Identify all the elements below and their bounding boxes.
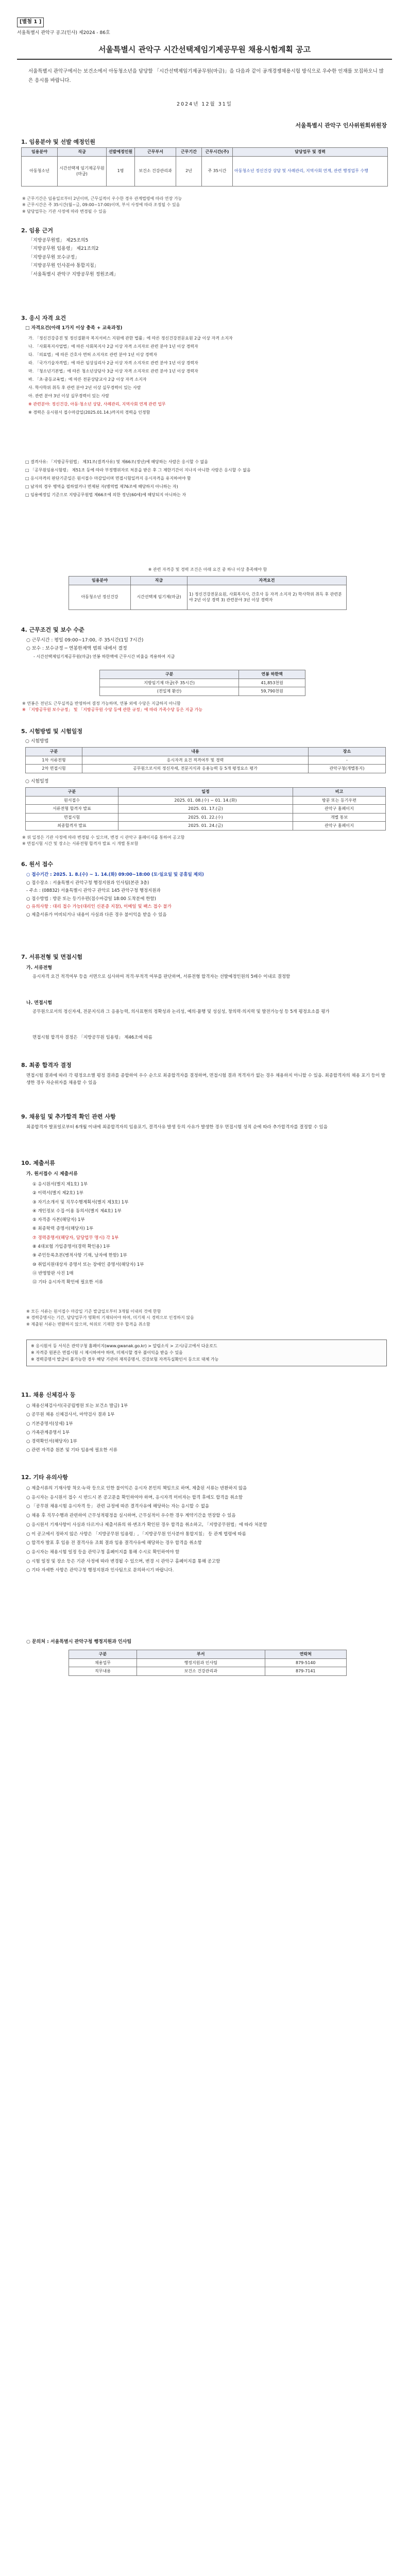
table-row (26, 756, 386, 765)
schedule-cell: 서류전형 합격자 발표 (26, 805, 118, 814)
list-item: ○ 「공무원 채용시험 응시자격 등」 관련 규정에 따른 결격사유에 해당하는 자는 응시할 수 없음 (26, 1504, 210, 1510)
section-4-title: 4. 근무조건 및 보수 수준 (21, 626, 84, 633)
qualification-table (69, 576, 347, 610)
section-7-title: 7. 서류전형 및 면접시험 (21, 954, 82, 960)
schedule-cell: 2025. 01. 08.(수) ~ 01. 14.(화) (118, 796, 293, 805)
section-1-notes (22, 196, 388, 215)
list-item: ○ 합격자 발표 후 임용 전 결격사유 조회 결과 임용 결격사유에 해당하는 경우 합격을 취소함 (26, 1540, 202, 1546)
recruit-table (21, 147, 388, 187)
list-item: ○ 가족관계증명서 1부 (26, 1430, 70, 1435)
list-item: ④ 개인정보 수집·이용 동의서(별지 제4호) 1부 (32, 1208, 122, 1214)
submit-docs-box (26, 1340, 387, 1366)
notice-title: 서울특별시 관악구 시간선택제임기제공무원 채용시험계획 공고 (17, 44, 392, 60)
method-col: 구분 (26, 748, 82, 756)
qualification-lead: □ 자격요건(아래 1가지 이상 충족 + 교육과정) (25, 326, 123, 331)
list-item: ○ 보수 : 보수규정 ─ 연봉한계액 범위 내에서 결정 (26, 646, 127, 652)
health-check-list (26, 1402, 387, 1456)
qual-table-caption: ※ 관련 자격증 및 경력 조건은 아래 요건 중 하나 이상 충족해야 함 (148, 567, 267, 572)
section-12-title: 12. 기타 유의사항 (21, 1474, 68, 1481)
recruit-cell-grade: 시간선택제 임기제공무원(마급) (58, 156, 107, 186)
attachment-tag: [별첨 1 ] (17, 18, 44, 27)
qual-col-req: 자격요건 (188, 577, 347, 585)
salary-cell: 41,853천원 (239, 679, 305, 687)
salary-notes (22, 701, 388, 714)
list-item: ○ 접수기간 : 2025. 1. 8.(수) ~ 1. 14.(화) 09:00~18:00 (토·일요일 및 공휴일 제외) (26, 872, 204, 877)
list-item: ※ 관련분야: 정신건강, 아동·청소년 상담, 사례관리, 지역사회 연계 관련 업무 (28, 402, 166, 406)
recruit-col-field: 임용분야 (22, 148, 58, 157)
salary-cell: (전일제 환산) (100, 687, 239, 696)
schedule-col: 구분 (26, 788, 118, 796)
box-line: ※ 자격증 원본은 면접시험 시 제시하여야 하며, 미제시할 경우 불이익을 받을 수 있음 (31, 1350, 183, 1355)
submit-docs-label: 가. 원서접수 시 제출서류 (26, 1172, 78, 1177)
section-2-title: 2. 임용 근거 (21, 227, 53, 234)
intro-paragraph: 서울특별시 관악구에서는 보건소에서 아동청소년을 담당할 「시간선택제임기제공무원(마급)」을 다음과 같이 공개경쟁채용시험 방식으로 우수한 인재를 모집하오니 많은 응시를 바랍니다. (28, 69, 384, 84)
submit-docs-list (32, 1181, 388, 1288)
application-info (26, 872, 387, 920)
salary-col-amount: 연봉 하한액 (239, 670, 305, 679)
salary-col-type: 구분 (100, 670, 239, 679)
method-cell: 관악구청(개별통지) (309, 765, 386, 773)
final-decision-text: 면접시험 결과에 따라 각 평정요소별 평정 결과를 종합하여 우수 순으로 최종합격자를 결정하며, 면접시험 결과 적격자가 없는 경우 채용하지 아니할 수 있음. 최종합격자의 채용 포기 등이 발생한 경우 차순위자를 채용할 수 있음 (26, 1073, 385, 1086)
list-item: ○ 근무시간 : 평일 09:00~17:00, 주 35시간(1일 7시간) (26, 638, 144, 643)
schedule-cell: 2025. 01. 17.(금) (118, 805, 293, 814)
list-item: 라. 「국가기술자격법」에 따른 임상심리사 2급 이상 자격 소지자로 관련 분야 1년 이상 경력자 (28, 361, 198, 365)
schedule-cell: 면접시험 (26, 813, 118, 822)
list-item: 아. 관련 분야 3년 이상 실무경력이 있는 사람 (28, 394, 109, 398)
contact-col: 부서 (137, 1650, 265, 1659)
list-item: □ 「공무원임용시험령」 제51조 등에 따라 부정행위자로 처분을 받은 후 그 제한기간이 지나지 아니한 사람은 응시할 수 없음 (25, 468, 251, 472)
contact-cell: 행정지원과 인사팀 (137, 1658, 265, 1667)
section-1-title: 1. 임용분야 및 선발 예정인원 (21, 139, 96, 145)
list-item: ○ 관련 자격증 원본 및 기타 임용에 필요한 서류 (26, 1448, 117, 1453)
recruit-col-grade: 직급 (58, 148, 107, 157)
exam-method-table (25, 747, 386, 773)
s10-note: ※ 제출된 서류는 반환하지 않으며, 허위로 기재한 경우 합격을 취소함 (26, 1321, 150, 1327)
list-item: □ 임용예정일 기준으로 지방공무원법 제66조에 의한 정년(60세)에 해당되지 아니하는 자 (25, 493, 186, 497)
schedule-col: 일정 (118, 788, 293, 796)
contact-col: 연락처 (265, 1650, 346, 1659)
section-8-title: 8. 최종 합격자 결정 (21, 1062, 72, 1069)
recruit-col-duty: 담당업무 및 경력 (233, 148, 388, 157)
recruit-cell-field: 아동청소년 (22, 156, 58, 186)
schedule-cell: 2025. 01. 24.(금) (118, 822, 293, 831)
list-item: ⑩ 취업지원대상자 증명서 또는 장애인 증명서(해당자) 1부 (32, 1262, 144, 1267)
list-item: ① 응시원서(별지 제1호) 1부 (32, 1182, 88, 1187)
list-item: 나. 「사회복지사업법」에 따른 사회복지사 2급 이상 자격 소지자로 관련 분야 1년 이상 경력자 (28, 344, 198, 349)
disqualification-list (25, 459, 386, 500)
page-1 (17, 0, 392, 2576)
section-10-title: 10. 제출서류 (21, 1160, 55, 1166)
qual-col-grade: 직급 (131, 577, 188, 585)
recruit-cell-period: 2년 (176, 156, 202, 186)
contact-cell: 보건소 건강관리과 (137, 1667, 265, 1676)
legal-basis-list (28, 237, 384, 279)
list-item: ※ 경력은 응시원서 접수마감일(2025.01.14.)까지의 경력을 인정함 (28, 410, 150, 415)
section-11-title: 11. 채용 신체검사 등 (21, 1392, 76, 1398)
section-3-title: 3. 응시 자격 요건 (21, 315, 66, 321)
method-cell: 2차 면접시험 (26, 765, 82, 773)
table-row (26, 822, 386, 831)
contact-cell: 채용업무 (69, 1658, 137, 1667)
list-item: 「지방공무원 보수규정」 (28, 255, 80, 260)
list-item: - 주소 : (08832) 서울특별시 관악구 관악로 145 관악구청 행정지원과 (26, 888, 161, 894)
list-item: ○ 기타 자세한 사항은 관악구청 행정지원과 인사팀으로 문의하시기 바랍니다. (26, 1568, 174, 1573)
contact-cell: 직무내용 (69, 1667, 137, 1676)
method-col: 장소 (309, 748, 386, 756)
qual-cell-req: 1) 정신건강전문요원, 사회복지사, 간호사 등 자격 소지자 2) 학사학위 취득 후 관련분야 2년 이상 경력 3) 관련분야 3년 이상 경력자 (188, 585, 347, 609)
list-item: ○ 공무원 채용 신체검사서, 마약검사 결과 1부 (26, 1412, 115, 1418)
list-item: 「지방공무원 임용령」 제21조의2 (28, 246, 99, 252)
salary-cell: 지방임기제 마급(주 35시간) (100, 679, 239, 687)
list-item: ○ 제출서류가 미비되거나 내용이 사실과 다른 경우 불이익을 받을 수 있음 (26, 912, 167, 918)
list-item: ⑦ 경력증명서(해당자, 담당업무 명시) 각 1부 (32, 1235, 119, 1241)
recruit-col-hours: 근무시간(주) (202, 148, 233, 157)
table-row (69, 1667, 347, 1676)
list-item: ⑧ 4대보험 가입증명서(경력 확인용) 1부 (32, 1244, 110, 1250)
recruit-col-count: 선발예정인원 (107, 148, 135, 157)
table-row (69, 585, 347, 609)
s1-note: ※ 근무기간은 임용일로부터 2년이며, 근무실적이 우수한 경우 관계법령에 따라 연장 가능 (22, 196, 182, 201)
table-row (22, 156, 388, 186)
list-item: ○ 경력확인서(해당자) 1부 (26, 1439, 77, 1445)
list-item: 「지방공무원 인사분야 통합지침」 (28, 263, 99, 269)
list-item: ○ 접수장소 : 서울특별시 관악구청 행정지원과 인사팀(본관 3층) (26, 880, 149, 886)
interview-text: 공무원으로서의 정신자세, 전문지식과 그 응용능력, 의사표현의 정확성과 논리성, 예의·품행 및 성실성, 창의력·의지력 및 발전가능성 등 5개 평정요소를 평가 (32, 1009, 330, 1014)
section-6-title: 6. 원서 접수 (21, 861, 53, 868)
list-item: ○ 이 공고에서 정하지 않은 사항은 「지방공무원 임용령」, 「지방공무원 인사분야 통합지침」 등 관계 법령에 따름 (26, 1531, 246, 1537)
list-item: ○ 응시자는 응시원서 접수 시 반드시 본 공고문을 확인하여야 하며, 응시자격 미비자는 합격 후에도 합격을 취소함 (26, 1495, 243, 1500)
list-item: □ 응시자격의 판단기준일은 원서접수 마감일이며 면접시험일까지 응시자격을 유지하여야 함 (25, 476, 191, 481)
exam-schedule-table (25, 787, 386, 831)
list-item: ② 이력서(별지 제2호) 1부 (32, 1191, 83, 1196)
s1-note: ※ 담당업무는 기관 사정에 따라 변경될 수 있음 (22, 209, 107, 214)
qualification-list (28, 335, 384, 417)
box-line: ※ 경력증명서 발급이 불가능한 경우 해당 기관의 재직증명서, 건강보험 자격득실확인서 등으로 대체 가능 (31, 1357, 219, 1362)
recruit-cell-dept: 보건소 건강관리과 (135, 156, 176, 186)
list-item: 바. 「초·중등교육법」에 따른 전문상담교사 2급 이상 자격 소지자 (28, 377, 147, 382)
recruit-cell-count: 1명 (107, 156, 135, 186)
table-row (26, 765, 386, 773)
list-item: ③ 자기소개서 및 직무수행계획서(별지 제3호) 1부 (32, 1199, 129, 1205)
notice-date: 2024년 12월 31일 (177, 101, 232, 107)
salary-cell: 59,790천원 (239, 687, 305, 696)
table-row (26, 805, 386, 814)
method-col: 내용 (82, 748, 309, 756)
contact-cell: 879-5140 (265, 1658, 346, 1667)
exam-method-label: ○ 시험방법 (25, 739, 49, 744)
s5-note: ※ 위 일정은 기관 사정에 따라 변경될 수 있으며, 변경 시 관악구 홈페이지를 통하여 공고함 (22, 835, 185, 840)
section-9-title: 9. 채용일 및 추가합격 확인 관련 사항 (21, 1113, 116, 1120)
list-item: □ 남자의 경우 병역을 필하였거나 면제된 자(병역법 제76조에 해당하지 아니하는 자) (25, 484, 178, 489)
section-5-title: 5. 시험방법 및 시험일정 (21, 728, 82, 735)
table-row (26, 796, 386, 805)
list-item: ⑪ 반명함판 사진 1매 (32, 1270, 74, 1276)
list-item: ⑫ 기타 응시자격 확인에 필요한 서류 (32, 1280, 103, 1285)
method-cell: 응시자격 요건 적격여부 및 경력 (82, 756, 309, 765)
recruit-cell-duty: 아동청소년 정신건강 상담 및 사례관리, 지역사회 연계, 관련 행정업무 수행 (233, 156, 388, 186)
qual-cell-field: 아동청소년 정신건강 (69, 585, 131, 609)
method-cell: 공무원으로서의 정신자세, 전문지식과 응용능력 등 5개 평정요소 평가 (82, 765, 309, 773)
additional-pass-text: 최종합격자 발표일로부터 6개월 이내에 최종합격자의 임용포기, 결격사유 발생 등의 사유가 발생한 경우 면접시험 성적 순에 따라 추가합격자를 결정할 수 있음 (26, 1125, 328, 1130)
schedule-col: 비고 (293, 788, 386, 796)
list-item: 다. 「의료법」에 따른 간호사 면허 소지자로 관련 분야 1년 이상 경력자 (28, 352, 157, 357)
list-item: - 시간선택제임기제공무원(마급) 연봉 하한액에 근무시간 비율을 적용하여 지급 (33, 654, 175, 659)
schedule-cell: 관악구 홈페이지 (293, 822, 386, 831)
schedule-cell: 관악구 홈페이지 (293, 805, 386, 814)
contact-col: 구분 (69, 1650, 137, 1659)
list-item: 가. 「정신건강증진 및 정신질환자 복지서비스 지원에 관한 법률」에 따른 정신건강전문요원 2급 이상 자격 소지자 (28, 336, 233, 341)
submit-docs-notes (26, 1309, 387, 1328)
contact-table (69, 1650, 347, 1676)
list-item: ○ 채용신체검사서(국공립병원 또는 보건소 발급) 1부 (26, 1403, 128, 1409)
schedule-cell: 2025. 01. 22.(수) (118, 813, 293, 822)
qual-col-field: 임용분야 (69, 577, 131, 585)
table-row (100, 679, 305, 687)
contact-cell: 879-7141 (265, 1667, 346, 1676)
list-item: 「지방공무원법」 제25조의5 (28, 238, 89, 243)
s1-note: ※ 근무시간은 주 35시간(월~금, 09:00~17:00)이며, 부서 사정에 따라 조정될 수 있음 (22, 202, 180, 208)
table-row (69, 1658, 347, 1667)
notice-number: 서울특별시 관악구 공고(인사) 제2024 - 86호 (17, 30, 110, 36)
issuer: 서울특별시 관악구 인사위원회위원장 (295, 122, 387, 129)
exam-schedule-label: ○ 시험일정 (25, 779, 49, 784)
doc-screening-text: 응시자격 요건 적격여부 등을 서면으로 심사하여 적격·부적격 여부를 판단하며, 서류전형 합격자는 선발예정인원의 5배수 이내로 결정함 (32, 974, 291, 979)
doc-screening-label: 가. 서류전형 (26, 965, 53, 971)
list-item: ⑨ 주민등록초본(병적사항 기재, 남자에 한함) 1부 (32, 1253, 127, 1259)
method-cell: 1차 서류전형 (26, 756, 82, 765)
s10-note: ※ 모든 서류는 원서접수 마감일 기준 발급일로부터 3개월 이내의 것에 한함 (26, 1309, 161, 1314)
list-item: 사. 학사학위 취득 후 관련 분야 2년 이상 실무경력이 있는 사람 (28, 385, 141, 390)
table-row (26, 813, 386, 822)
recruit-col-dept: 근무부서 (135, 148, 176, 157)
box-line: ※ 응시원서 등 서식은 관악구청 홈페이지(www.gwanak.go.kr) > 알림소식 > 고시/공고에서 다운로드 (31, 1344, 217, 1348)
list-item: ○ 시험 일정 및 장소 등은 기관 사정에 따라 변경될 수 있으며, 변경 시 관악구 홈페이지를 통해 공고함 (26, 1558, 220, 1564)
list-item: □ 결격사유: 「지방공무원법」 제31조(결격사유) 및 제66조(정년)에 해당하는 사람은 응시할 수 없음 (25, 460, 209, 464)
method-cell: - (309, 756, 386, 765)
schedule-cell: 방문 또는 등기우편 (293, 796, 386, 805)
s10-note: ※ 경력증명서는 기간, 담당업무가 명확히 기재되어야 하며, 미기재 시 경력으로 인정하지 않음 (26, 1315, 194, 1320)
work-conditions (26, 637, 382, 662)
salary-table (99, 670, 305, 696)
contact-label: ○ 문의처 : 서울특별시 관악구청 행정지원과 인사팀 (26, 1639, 132, 1645)
list-item: ○ 기본증명서(상세) 1부 (26, 1421, 73, 1427)
table-row (100, 687, 305, 696)
recruit-col-period: 근무기간 (176, 148, 202, 157)
qual-cell-grade: 시간선택제 임기제(마급) (131, 585, 188, 609)
schedule-notes (22, 835, 388, 848)
misc-notes-list (26, 1485, 387, 1576)
s5-note: ※ 면접시험 시간 및 장소는 서류전형 합격자 발표 시 개별 통보함 (22, 841, 139, 846)
list-item: ○ 응시자는 채용시험 일정 등을 관악구청 홈페이지를 통해 수시로 확인하여야 함 (26, 1550, 180, 1555)
list-item: ⑤ 자격증 사본(해당자) 1부 (32, 1217, 85, 1223)
list-item: ○ 채용 후 직무수행과 관련하여 근무성적평정을 실시하며, 근무실적이 우수한 경우 계약기간을 연장할 수 있음 (26, 1513, 236, 1519)
schedule-cell: 최종합격자 발표 (26, 822, 118, 831)
list-item: ⑥ 최종학력 증명서(해당자) 1부 (32, 1226, 94, 1232)
list-item: ○ 유의사항 : 대리 접수 가능(대리인 신분증 지참), 이메일 및 팩스 접수 불가 (26, 904, 172, 910)
list-item: 마. 「청소년기본법」에 따른 청소년상담사 3급 이상 자격 소지자로 관련 분야 1년 이상 경력자 (28, 369, 198, 374)
list-item: ○ 응시원서 기재사항이 사실과 다르거나 제출서류의 위·변조가 확인된 경우 합격을 취소하고, 「지방공무원법」에 따라 처분함 (26, 1522, 267, 1528)
schedule-cell: 원서접수 (26, 796, 118, 805)
s4-note: ※ 연봉은 전년도 근무실적을 반영하여 결정 가능하며, 연봉 외에 수당은 지급하지 아니함 (22, 701, 181, 706)
list-item: ○ 접수방법 : 방문 또는 등기우편(접수마감일 18:00 도착분에 한함) (26, 896, 156, 902)
recruit-cell-hours: 주 35시간 (202, 156, 233, 186)
schedule-cell: 개별 통보 (293, 813, 386, 822)
interview-label: 나. 면접시험 (26, 1001, 53, 1006)
list-item: 「서울특별시 관악구 지방공무원 정원조례」 (28, 272, 118, 277)
s4-note: ※ 「지방공무원 보수규정」 및 「지방공무원 수당 등에 관한 규정」에 따라 가족수당 등은 지급 가능 (22, 707, 202, 713)
list-item: ○ 제출서류의 기재사항 착오·누락 등으로 인한 불이익은 응시자 본인의 책임으로 하며, 제출된 서류는 반환하지 않음 (26, 1486, 247, 1491)
interview-result-text: 면접시험 합격자 결정은 「지방공무원 임용령」 제46조에 따름 (32, 1035, 152, 1040)
